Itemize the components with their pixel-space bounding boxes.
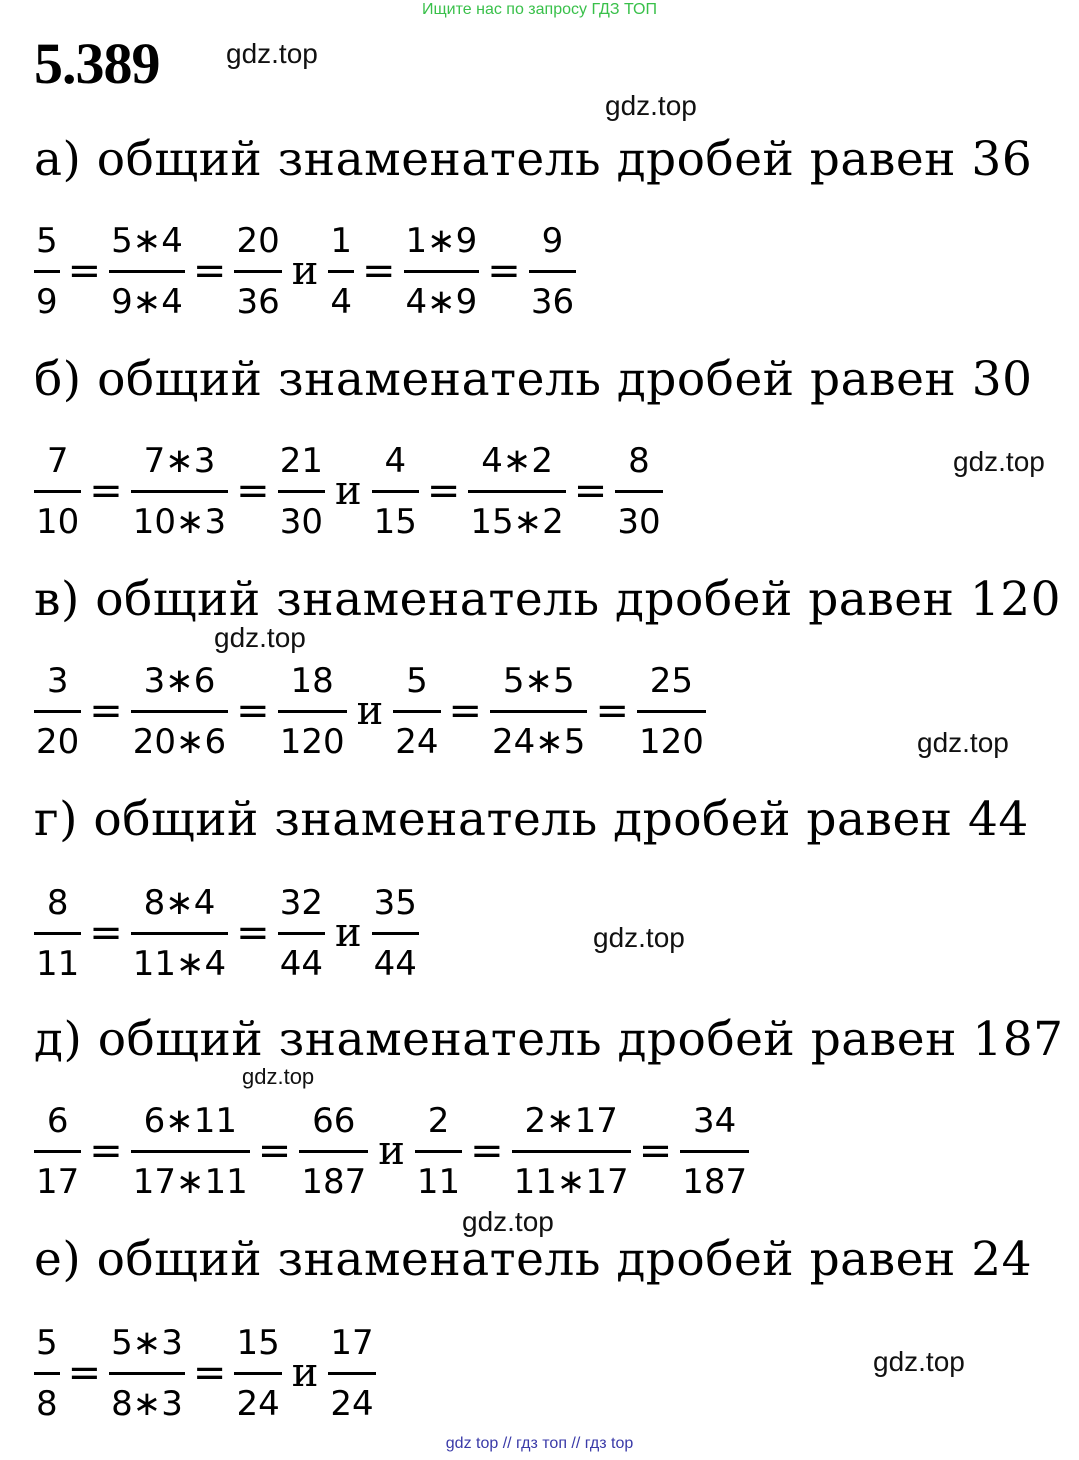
fraction-numerator: 21 bbox=[279, 440, 323, 481]
fraction-numerator: 2 bbox=[427, 1100, 450, 1141]
fraction-denominator: 4∗9 bbox=[404, 270, 480, 319]
top-banner[interactable]: Ищите нас по запросу ГДЗ ТОП bbox=[422, 1, 657, 18]
fraction-numerator: 34 bbox=[693, 1100, 737, 1141]
fraction-denominator: 36 bbox=[529, 270, 576, 319]
fraction-numerator: 5 bbox=[406, 660, 428, 701]
fraction bbox=[234, 220, 281, 322]
equals-sign: = bbox=[470, 1128, 504, 1174]
fraction bbox=[680, 1100, 749, 1202]
fraction bbox=[490, 660, 587, 762]
fraction bbox=[512, 1100, 631, 1202]
fraction-numerator: 66 bbox=[312, 1100, 356, 1141]
fraction-numerator: 8∗4 bbox=[143, 882, 216, 923]
equation-row bbox=[34, 1323, 376, 1423]
fraction-numerator: 4 bbox=[384, 440, 407, 481]
fraction-numerator: 20 bbox=[236, 220, 280, 261]
equals-sign: = bbox=[192, 248, 227, 294]
fraction-numerator: 2∗17 bbox=[524, 1100, 618, 1141]
fraction-numerator: 18 bbox=[290, 660, 334, 701]
fraction bbox=[131, 882, 228, 984]
fraction-numerator: 1∗9 bbox=[405, 220, 478, 261]
equals-sign: = bbox=[89, 910, 123, 956]
fraction-numerator: 7 bbox=[46, 440, 69, 481]
fraction-denominator: 120 bbox=[278, 710, 347, 759]
fraction bbox=[34, 882, 81, 984]
fraction-numerator: 7∗3 bbox=[143, 440, 216, 481]
fraction-numerator: 9 bbox=[541, 220, 564, 261]
fraction-numerator: 4∗2 bbox=[481, 440, 553, 481]
fraction-numerator: 6∗11 bbox=[143, 1100, 237, 1141]
fraction-denominator: 10∗3 bbox=[131, 490, 228, 539]
equals-sign: = bbox=[257, 1128, 292, 1174]
fraction bbox=[328, 1322, 375, 1424]
fraction bbox=[131, 660, 228, 762]
part-heading: е) общий знаменатель дробей равен 24 bbox=[34, 1232, 1033, 1287]
equation-row bbox=[34, 441, 663, 541]
fraction-numerator: 8 bbox=[46, 882, 69, 923]
fraction-denominator: 24 bbox=[234, 1372, 281, 1421]
conjunction: и bbox=[356, 688, 384, 734]
fraction bbox=[109, 1322, 185, 1424]
part-heading: б) общий знаменатель дробей равен 30 bbox=[34, 352, 1033, 407]
fraction-denominator: 20∗6 bbox=[131, 710, 228, 759]
fraction-denominator: 8∗3 bbox=[109, 1372, 185, 1421]
watermark: gdz.top bbox=[953, 446, 1045, 477]
equals-sign: = bbox=[67, 1350, 102, 1396]
fraction-denominator: 17∗11 bbox=[131, 1150, 250, 1199]
fraction-denominator: 8 bbox=[34, 1372, 60, 1421]
conjunction: и bbox=[291, 248, 319, 294]
fraction-numerator: 35 bbox=[373, 882, 417, 923]
watermark: gdz.top bbox=[226, 38, 318, 69]
fraction-numerator: 5 bbox=[36, 220, 58, 261]
fraction bbox=[615, 440, 662, 542]
fraction-numerator: 17 bbox=[330, 1322, 374, 1363]
fraction-numerator: 3 bbox=[46, 660, 69, 701]
fraction bbox=[34, 660, 81, 762]
part-heading: а) общий знаменатель дробей равен 36 bbox=[34, 132, 1033, 187]
fraction bbox=[131, 1100, 250, 1202]
watermark: gdz.top bbox=[873, 1346, 965, 1377]
fraction-denominator: 17 bbox=[34, 1150, 81, 1199]
fraction-numerator: 15 bbox=[236, 1322, 280, 1363]
problem-number: 5.389 bbox=[34, 31, 160, 96]
fraction-denominator: 44 bbox=[278, 932, 325, 981]
fraction bbox=[328, 220, 354, 322]
watermark: gdz.top bbox=[462, 1206, 554, 1237]
equals-sign: = bbox=[89, 688, 123, 734]
fraction bbox=[278, 440, 325, 542]
fraction-numerator: 8 bbox=[628, 440, 650, 481]
conjunction: и bbox=[334, 910, 362, 956]
fraction bbox=[299, 1100, 368, 1202]
equals-sign: = bbox=[236, 688, 270, 734]
fraction bbox=[372, 882, 419, 984]
fraction-denominator: 15 bbox=[372, 490, 419, 539]
fraction-numerator: 25 bbox=[649, 660, 694, 701]
equals-sign: = bbox=[487, 248, 521, 294]
equals-sign: = bbox=[573, 468, 608, 514]
fraction-numerator: 5∗3 bbox=[111, 1322, 183, 1363]
fraction-denominator: 30 bbox=[615, 490, 662, 539]
fraction-denominator: 187 bbox=[680, 1150, 749, 1199]
fraction bbox=[131, 440, 228, 542]
fraction-denominator: 11 bbox=[415, 1150, 462, 1199]
fraction bbox=[34, 440, 81, 542]
conjunction: и bbox=[291, 1350, 319, 1396]
fraction-denominator: 15∗2 bbox=[468, 490, 565, 539]
fraction-denominator: 30 bbox=[278, 490, 325, 539]
equals-sign: = bbox=[426, 468, 461, 514]
equation-row bbox=[34, 661, 706, 761]
equation-row bbox=[34, 1101, 749, 1201]
equals-sign: = bbox=[236, 910, 270, 956]
conjunction: и bbox=[334, 468, 362, 514]
equals-sign: = bbox=[595, 688, 629, 734]
watermark: gdz.top bbox=[605, 90, 697, 121]
fraction bbox=[234, 1322, 281, 1424]
fraction-denominator: 9∗4 bbox=[109, 270, 185, 319]
watermark: gdz.top bbox=[917, 727, 1009, 758]
equals-sign: = bbox=[448, 688, 483, 734]
fraction bbox=[468, 440, 565, 542]
part-heading: в) общий знаменатель дробей равен 120 bbox=[34, 572, 1062, 627]
equals-sign: = bbox=[638, 1128, 673, 1174]
fraction bbox=[404, 220, 480, 322]
fraction-numerator: 3∗6 bbox=[143, 660, 216, 701]
fraction bbox=[372, 440, 419, 542]
fraction bbox=[34, 1100, 81, 1202]
watermark: gdz.top bbox=[593, 922, 685, 953]
fraction bbox=[393, 660, 440, 762]
fraction-denominator: 24∗5 bbox=[490, 710, 587, 759]
equals-sign: = bbox=[362, 248, 396, 294]
equals-sign: = bbox=[89, 468, 123, 514]
fraction-numerator: 5 bbox=[36, 1322, 58, 1363]
watermark: gdz.top bbox=[214, 622, 306, 653]
fraction bbox=[109, 220, 185, 322]
fraction-denominator: 24 bbox=[328, 1372, 375, 1421]
fraction-denominator: 11∗17 bbox=[512, 1150, 631, 1199]
fraction-denominator: 24 bbox=[393, 710, 440, 759]
conjunction: и bbox=[378, 1128, 405, 1174]
part-heading: г) общий знаменатель дробей равен 44 bbox=[34, 792, 1029, 847]
fraction-denominator: 11∗4 bbox=[131, 932, 228, 981]
watermark: gdz.top bbox=[242, 1064, 315, 1089]
part-heading: д) общий знаменатель дробей равен 187 bbox=[34, 1012, 1064, 1067]
fraction bbox=[637, 660, 706, 762]
fraction-denominator: 20 bbox=[34, 710, 81, 759]
fraction-denominator: 9 bbox=[34, 270, 60, 319]
equals-sign: = bbox=[192, 1350, 227, 1396]
fraction-numerator: 6 bbox=[46, 1100, 69, 1141]
fraction bbox=[34, 1322, 60, 1424]
fraction-denominator: 4 bbox=[328, 270, 354, 319]
equals-sign: = bbox=[236, 468, 270, 514]
fraction-denominator: 10 bbox=[34, 490, 81, 539]
fraction bbox=[34, 220, 60, 322]
bottom-banner[interactable]: gdz top // гдз топ // гдз top bbox=[445, 1435, 634, 1452]
fraction-denominator: 120 bbox=[637, 710, 706, 759]
fraction-numerator: 32 bbox=[279, 882, 323, 923]
fraction-numerator: 1 bbox=[330, 220, 353, 261]
equals-sign: = bbox=[67, 248, 102, 294]
fraction-denominator: 187 bbox=[299, 1150, 368, 1199]
equals-sign: = bbox=[89, 1128, 123, 1174]
fraction bbox=[529, 220, 576, 322]
fraction-numerator: 5∗5 bbox=[502, 660, 575, 701]
equation-row bbox=[34, 221, 576, 321]
fraction-denominator: 44 bbox=[372, 932, 419, 981]
fraction-denominator: 11 bbox=[34, 932, 81, 981]
fraction-numerator: 5∗4 bbox=[111, 220, 183, 261]
fraction-denominator: 36 bbox=[234, 270, 281, 319]
equation-row bbox=[34, 883, 419, 983]
fraction bbox=[278, 660, 347, 762]
fraction bbox=[415, 1100, 462, 1202]
fraction bbox=[278, 882, 325, 984]
